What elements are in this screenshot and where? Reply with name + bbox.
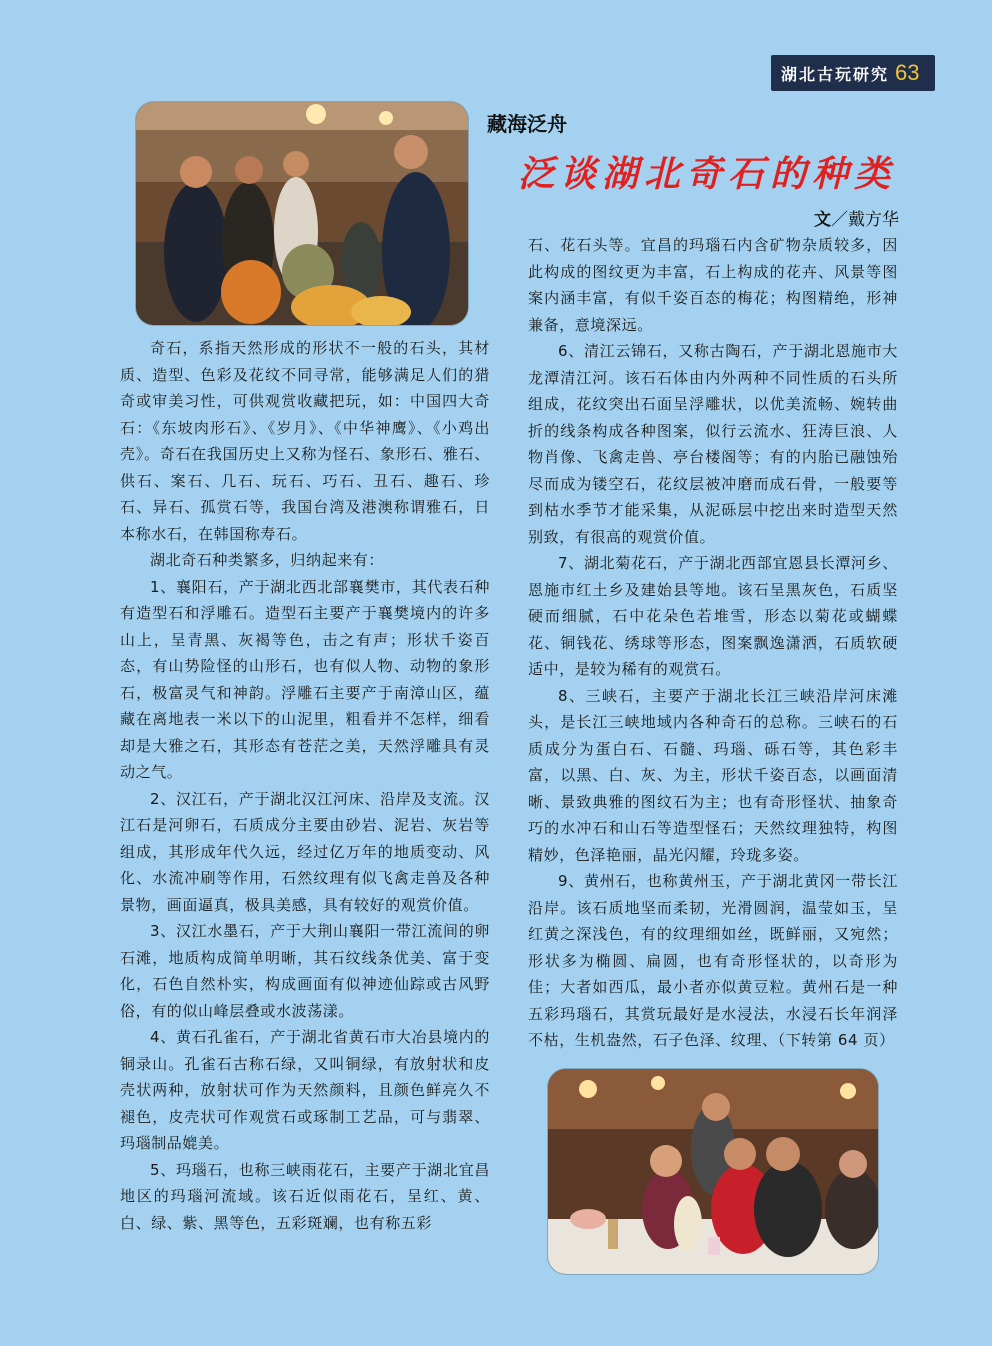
paragraph: 石、花石头等。宜昌的玛瑙石内含矿物杂质较多，因此构成的图纹更为丰富，石上构成的花卉、风景等图案内涵丰富，有似千姿百态的梅花；构图精绝，形神兼备，意境深远。 xyxy=(528,236,898,334)
paragraph: 2、汉江石，产于湖北汉江河床、沿岸及支流。汉江石是河卵石，石质成分主要由砂岩、泥岩、灰岩等组成，其形成年代久远，经过亿万年的地质变动、风化、水流冲刷等作用，石然纹理有似飞禽走兽及各种景物，画面逼真，极具美感，具有较好的观赏价值。 xyxy=(120,789,490,914)
right-text-column xyxy=(528,232,898,1054)
paragraph: 9、黄州石，也称黄州玉，产于湖北黄冈一带长江沿岸。该石质地坚而柔韧，光滑圆润，温莹如玉，呈红黄之深浅色，有的纹理细如丝，既鲜丽，又宛然；形状多为椭圆、扁圆，也有奇形怪状的，以奇形为佳；大者如西瓜，最小者亦似黄豆粒。黄州石是一种五彩玛瑙石，其赏玩最好是水浸法，水浸石长年润泽不枯，生机盎然，石子色泽、纹理、（下转第 64 页） xyxy=(528,872,898,1049)
paragraph: 湖北奇石种类繁多，归纳起来有： xyxy=(150,551,385,569)
paragraph: 1、襄阳石，产于湖北西北部襄樊市，其代表石种有造型石和浮雕石。造型石主要产于襄樊境内的许多山上，呈青黑、灰褐等色，击之有声；形状千姿百态，有山势险怪的山形石，也有似人物、动物的象形石，极富灵气和神韵。浮雕石主要产于南漳山区，蕴藏在离地表一米以下的山泥里，粗看并不怎样，细看却是大雅之石，其形态有苍茫之美，天然浮雕具有灵动之气。 xyxy=(120,577,490,781)
page-number: 63 xyxy=(895,60,920,85)
photo-stone-viewing-image xyxy=(136,102,468,325)
paragraph: 4、黄石孔雀石，产于湖北省黄石市大冶县境内的铜录山。孔雀石古称石绿，又叫铜绿，有放射状和皮壳状两种，放射状可作为天然颜料，且颜色鲜亮久不褪色，皮壳状可作观赏石或琢制工艺品，可与翡翠、玛瑙制品媲美。 xyxy=(120,1028,490,1152)
paragraph: 3、汉江水墨石，产于大荆山襄阳一带江流间的卵石滩，地质构成简单明晰，其石纹线条优美、富于变化，石色自然朴实，构成画面有似神迹仙踪或古风野俗，有的似山峰层叠或水波荡漾。 xyxy=(120,922,490,1020)
byline xyxy=(814,205,899,230)
magazine-header-badge xyxy=(771,55,935,91)
magazine-name: 湖北古玩研究 xyxy=(781,64,890,84)
paragraph: 5、玛瑙石，也称三峡雨花石，主要产于湖北宜昌地区的玛瑙河流域。该石近似雨花石，呈红、黄、白、绿、紫、黑等色，五彩斑斓，也有称五彩 xyxy=(120,1160,490,1232)
author-name: 戴方华 xyxy=(848,210,899,230)
photo-banquet xyxy=(548,1069,878,1274)
paragraph: 奇石，系指天然形成的形状不一般的石头，其材质、造型、色彩及花纹不同寻常，能够满足人们的猎奇或审美习性，可供观赏收藏把玩，如：中国四大奇石：《东坡肉形石》、《岁月》、《中华神鹰》、《小鸡出壳》。奇石在我国历史上又称为怪石、象形石、雅石、供石、案石、几石、玩石、巧石、丑石、趣石、珍石、异石、孤赏石等，我国台湾及港澳称谓雅石，日本称水石，在韩国称寿石。 xyxy=(120,339,490,543)
column-label: 藏海泛舟 xyxy=(487,112,567,136)
byline-separator: ／ xyxy=(831,210,848,230)
paragraph: 6、清江云锦石，又称古陶石，产于湖北恩施市大龙潭清江河。该石石体由内外两种不同性质的石头所组成，花纹突出石面呈浮雕状，以优美流畅、婉转曲折的线条构成各种图案，似行云流水、狂涛巨浪、人物肖像、飞禽走兽、亭台楼阁等；有的内胎已融蚀殆尽而成为镂空石，花纹层被冲磨而成石骨，一般要等到枯水季节才能采集，从泥砾层中挖出来时造型天然别致，有很高的观赏价值。 xyxy=(528,342,898,546)
paragraph: 7、湖北菊花石，产于湖北西部宜恩县长潭河乡、恩施市红土乡及建始县等地。该石呈黑灰色，石质坚硬而细腻，石中花朵色若堆雪，形态以菊花或蝴蝶花、铜钱花、绣球等形态，图案飘逸潇洒，石质软硬适中，是较为稀有的观赏石。 xyxy=(528,554,898,678)
photo-stone-viewing xyxy=(136,102,468,325)
article-title: 泛谈湖北奇石的种类 xyxy=(518,153,897,195)
paragraph: 8、三峡石，主要产于湖北长江三峡沿岸河床滩头，是长江三峡地域内各种奇石的总称。三峡石的石质成分为蛋白石、石髓、玛瑙、砾石等，其色彩丰富，以黑、白、灰、为主，形状千姿百态，以画面清晰、景致典雅的图纹石为主；也有奇形怪状、抽象奇巧的水冲石和山石等造型怪石；天然纹理独特，构图精妙，色泽艳丽，晶光闪耀，玲珑多姿。 xyxy=(528,686,898,864)
photo-banquet-image xyxy=(548,1069,878,1274)
left-text-column xyxy=(120,335,490,1236)
byline-prefix: 文 xyxy=(814,210,831,230)
